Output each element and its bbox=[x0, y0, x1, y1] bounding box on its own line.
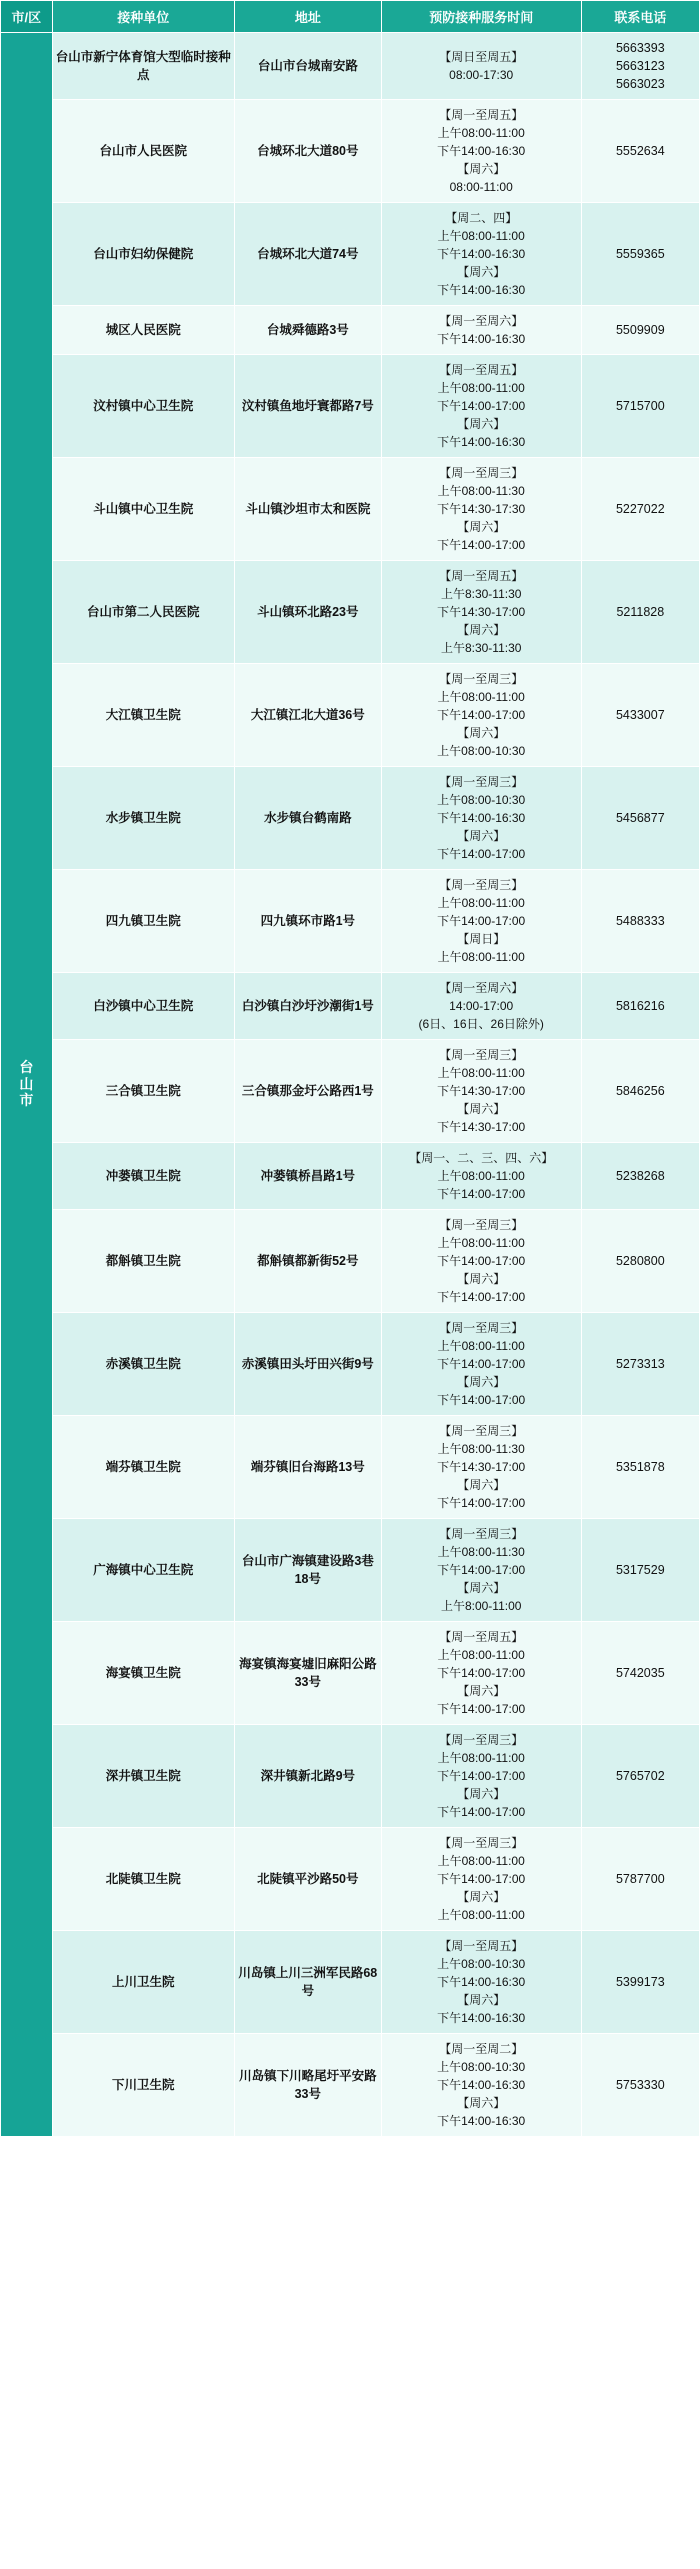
service-time-line: 下午14:00-17:00 bbox=[437, 1563, 526, 1578]
service-time-line: 【周一至周三】 bbox=[439, 1733, 524, 1748]
telephone-number: 5663023 bbox=[615, 77, 665, 92]
cell-service-time bbox=[381, 1519, 581, 1622]
cell-address: 台山市广海镇建设路3巷18号 bbox=[234, 1519, 381, 1622]
cell-service-time bbox=[381, 203, 581, 306]
region-label: 台山市 bbox=[19, 1059, 34, 1108]
cell-unit: 大江镇卫生院 bbox=[52, 664, 234, 767]
service-time-line: 【周一至周三】 bbox=[439, 1321, 524, 1336]
table-row bbox=[1, 1143, 700, 1210]
cell-telephone bbox=[581, 1931, 699, 2034]
service-time-line: 上午08:00-11:00 bbox=[437, 381, 525, 396]
cell-service-time bbox=[381, 1828, 581, 1931]
cell-telephone bbox=[581, 458, 699, 561]
column-header-region: 市/区 bbox=[1, 1, 53, 33]
service-time-line: 上午08:00-11:00 bbox=[437, 1236, 525, 1251]
cell-unit: 都斛镇卫生院 bbox=[52, 1210, 234, 1313]
telephone-number: 5765702 bbox=[615, 1769, 665, 1784]
cell-address: 端芬镇旧台海路13号 bbox=[234, 1416, 381, 1519]
cell-address: 水步镇台鹤南路 bbox=[234, 767, 381, 870]
service-time-line: 【周六】 bbox=[457, 1581, 506, 1596]
column-header-service-time: 预防接种服务时间 bbox=[381, 1, 581, 33]
cell-telephone bbox=[581, 1828, 699, 1931]
table-row bbox=[1, 664, 700, 767]
cell-telephone bbox=[581, 203, 699, 306]
telephone-number: 5488333 bbox=[615, 914, 665, 929]
telephone-number: 5715700 bbox=[615, 399, 665, 414]
table-row bbox=[1, 973, 700, 1040]
service-time-line: 【周一至周三】 bbox=[439, 1048, 524, 1063]
service-time-line: 上午8:30-11:30 bbox=[440, 641, 522, 656]
cell-address: 台城环北大道80号 bbox=[234, 100, 381, 203]
cell-unit: 水步镇卫生院 bbox=[52, 767, 234, 870]
cell-address: 斗山镇沙坦市太和医院 bbox=[234, 458, 381, 561]
service-time-line: 【周六】 bbox=[457, 1787, 506, 1802]
service-time-line: 下午14:00-16:30 bbox=[437, 144, 526, 159]
service-time-line: 上午08:00-11:00 bbox=[437, 950, 525, 965]
table-row bbox=[1, 306, 700, 355]
service-time-line: 下午14:00-16:30 bbox=[437, 2011, 526, 2026]
cell-address: 川岛镇下川略尾圩平安路33号 bbox=[234, 2034, 381, 2137]
service-time-line: 【周二、四】 bbox=[445, 211, 518, 226]
cell-address: 深井镇新北路9号 bbox=[234, 1725, 381, 1828]
telephone-number: 5351878 bbox=[615, 1460, 665, 1475]
service-time-line: 【周一至周三】 bbox=[439, 1527, 524, 1542]
cell-telephone bbox=[581, 870, 699, 973]
table-row bbox=[1, 33, 700, 100]
cell-service-time bbox=[381, 870, 581, 973]
cell-service-time bbox=[381, 1313, 581, 1416]
table-row bbox=[1, 870, 700, 973]
column-header-telephone: 联系电话 bbox=[581, 1, 699, 33]
service-time-line: (6日、16日、26日除外) bbox=[418, 1017, 544, 1032]
service-time-line: 下午14:30-17:00 bbox=[437, 1084, 526, 1099]
service-time-line: 下午14:30-17:00 bbox=[437, 605, 526, 620]
service-time-line: 【周六】 bbox=[457, 1375, 506, 1390]
cell-unit: 四九镇卫生院 bbox=[52, 870, 234, 973]
cell-service-time bbox=[381, 306, 581, 355]
service-time-line: 下午14:00-17:00 bbox=[437, 1357, 526, 1372]
table-body bbox=[1, 33, 700, 2137]
service-time-line: 【周一至周三】 bbox=[439, 775, 524, 790]
service-time-line: 上午08:00-11:30 bbox=[437, 484, 525, 499]
service-time-line: 【周一至周五】 bbox=[439, 363, 524, 378]
table-row bbox=[1, 1040, 700, 1143]
cell-address: 台山市台城南安路 bbox=[234, 33, 381, 100]
service-time-line: 【周一、二、三、四、六】 bbox=[409, 1151, 554, 1166]
service-time-line: 【周六】 bbox=[457, 1684, 506, 1699]
service-time-line: 上午08:00-11:30 bbox=[437, 1442, 525, 1457]
cell-address: 海宴镇海宴墟旧麻阳公路33号 bbox=[234, 1622, 381, 1725]
cell-service-time bbox=[381, 1143, 581, 1210]
service-time-line: 上午08:00-10:30 bbox=[437, 1957, 526, 1972]
service-time-line: 【周六】 bbox=[457, 1890, 506, 1905]
cell-service-time bbox=[381, 33, 581, 100]
cell-unit: 台山市第二人民医院 bbox=[52, 561, 234, 664]
cell-unit: 汶村镇中心卫生院 bbox=[52, 355, 234, 458]
service-time-line: 【周六】 bbox=[457, 1993, 506, 2008]
cell-unit: 台山市新宁体育馆大型临时接种点 bbox=[52, 33, 234, 100]
cell-telephone bbox=[581, 306, 699, 355]
telephone-number: 5399173 bbox=[615, 1975, 665, 1990]
cell-service-time bbox=[381, 973, 581, 1040]
cell-telephone bbox=[581, 100, 699, 203]
service-time-line: 上午08:00-10:30 bbox=[437, 793, 526, 808]
service-time-line: 【周一至周三】 bbox=[439, 878, 524, 893]
telephone-number: 5211828 bbox=[616, 605, 665, 620]
service-time-line: 【周一至周二】 bbox=[439, 2042, 524, 2057]
service-time-line: 下午14:00-17:00 bbox=[437, 1187, 526, 1202]
cell-unit: 斗山镇中心卫生院 bbox=[52, 458, 234, 561]
service-time-line: 【周日至周五】 bbox=[439, 50, 524, 65]
cell-telephone bbox=[581, 33, 699, 100]
service-time-line: 下午14:00-16:30 bbox=[437, 435, 526, 450]
cell-address: 斗山镇环北路23号 bbox=[234, 561, 381, 664]
service-time-line: 【周一至周五】 bbox=[439, 1939, 524, 1954]
cell-unit: 台山市妇幼保健院 bbox=[52, 203, 234, 306]
service-time-line: 【周六】 bbox=[457, 417, 506, 432]
table-row bbox=[1, 2034, 700, 2137]
cell-service-time bbox=[381, 1622, 581, 1725]
telephone-number: 5663123 bbox=[615, 59, 665, 74]
service-time-line: 下午14:00-17:00 bbox=[437, 399, 526, 414]
telephone-number: 5456877 bbox=[615, 811, 665, 826]
cell-address: 白沙镇白沙圩沙潮街1号 bbox=[234, 973, 381, 1040]
column-header-address: 地址 bbox=[234, 1, 381, 33]
cell-telephone bbox=[581, 1725, 699, 1828]
table-row bbox=[1, 1931, 700, 2034]
cell-service-time bbox=[381, 100, 581, 203]
cell-address: 三合镇那金圩公路西1号 bbox=[234, 1040, 381, 1143]
cell-unit: 冲蒌镇卫生院 bbox=[52, 1143, 234, 1210]
service-time-line: 【周一至周五】 bbox=[439, 108, 524, 123]
cell-unit: 三合镇卫生院 bbox=[52, 1040, 234, 1143]
cell-service-time bbox=[381, 355, 581, 458]
service-time-line: 下午14:00-17:00 bbox=[437, 914, 526, 929]
cell-service-time bbox=[381, 1040, 581, 1143]
service-time-line: 上午08:00-11:00 bbox=[437, 1908, 525, 1923]
table-row bbox=[1, 1210, 700, 1313]
service-time-line: 下午14:00-17:00 bbox=[437, 1805, 526, 1820]
telephone-number: 5433007 bbox=[615, 708, 665, 723]
cell-service-time bbox=[381, 561, 581, 664]
service-time-line: 【周一至周六】 bbox=[439, 314, 524, 329]
cell-unit: 海宴镇卫生院 bbox=[52, 1622, 234, 1725]
cell-telephone bbox=[581, 1416, 699, 1519]
service-time-line: 下午14:00-16:30 bbox=[437, 1975, 526, 1990]
cell-telephone bbox=[581, 973, 699, 1040]
service-time-line: 下午14:00-16:30 bbox=[437, 283, 526, 298]
cell-telephone bbox=[581, 1313, 699, 1416]
cell-unit: 上川卫生院 bbox=[52, 1931, 234, 2034]
cell-service-time bbox=[381, 2034, 581, 2137]
table-row bbox=[1, 203, 700, 306]
cell-telephone bbox=[581, 561, 699, 664]
service-time-line: 【周日】 bbox=[457, 932, 506, 947]
cell-service-time bbox=[381, 767, 581, 870]
table-row bbox=[1, 100, 700, 203]
telephone-number: 5509909 bbox=[615, 323, 665, 338]
service-time-line: 下午14:00-17:00 bbox=[437, 1496, 526, 1511]
cell-service-time bbox=[381, 1210, 581, 1313]
telephone-number: 5227022 bbox=[615, 502, 665, 517]
service-time-line: 下午14:30-17:00 bbox=[437, 1120, 526, 1135]
cell-unit: 北陡镇卫生院 bbox=[52, 1828, 234, 1931]
cell-telephone bbox=[581, 1143, 699, 1210]
telephone-number: 5559365 bbox=[615, 247, 665, 262]
cell-service-time bbox=[381, 1416, 581, 1519]
service-time-line: 【周六】 bbox=[457, 623, 506, 638]
telephone-number: 5663393 bbox=[615, 41, 665, 55]
service-time-line: 下午14:30-17:30 bbox=[437, 502, 526, 517]
table-row bbox=[1, 1313, 700, 1416]
cell-address: 台城环北大道74号 bbox=[234, 203, 381, 306]
cell-unit: 下川卫生院 bbox=[52, 2034, 234, 2137]
table-row bbox=[1, 1622, 700, 1725]
region-cell bbox=[1, 33, 53, 2137]
service-time-line: 下午14:00-17:00 bbox=[437, 1290, 526, 1305]
service-time-line: 14:00-17:00 bbox=[449, 999, 514, 1014]
service-time-line: 下午14:00-16:30 bbox=[437, 247, 526, 262]
service-time-line: 上午08:00-11:00 bbox=[437, 126, 525, 141]
service-time-line: 【周六】 bbox=[457, 1478, 506, 1493]
telephone-number: 5552634 bbox=[615, 144, 665, 159]
service-time-line: 【周一至周三】 bbox=[439, 1836, 524, 1851]
service-time-line: 上午08:00-11:00 bbox=[437, 1751, 525, 1766]
service-time-line: 【周一至周三】 bbox=[439, 672, 524, 687]
service-time-line: 【周六】 bbox=[457, 265, 506, 280]
service-time-line: 【周六】 bbox=[457, 726, 506, 741]
service-time-line: 上午08:00-11:00 bbox=[437, 1169, 525, 1184]
service-time-line: 下午14:00-16:30 bbox=[437, 811, 526, 826]
telephone-number: 5273313 bbox=[615, 1357, 665, 1372]
telephone-number: 5317529 bbox=[615, 1563, 665, 1578]
cell-unit: 广海镇中心卫生院 bbox=[52, 1519, 234, 1622]
column-header-unit: 接种单位 bbox=[52, 1, 234, 33]
service-time-line: 上午8:30-11:30 bbox=[440, 587, 522, 602]
service-time-line: 上午08:00-11:00 bbox=[437, 690, 525, 705]
service-time-line: 【周六】 bbox=[457, 1272, 506, 1287]
telephone-number: 5742035 bbox=[615, 1666, 665, 1681]
telephone-number: 5753330 bbox=[615, 2078, 665, 2093]
service-time-line: 上午08:00-11:00 bbox=[437, 1339, 525, 1354]
table-row bbox=[1, 1725, 700, 1828]
cell-telephone bbox=[581, 2034, 699, 2137]
cell-unit: 赤溪镇卫生院 bbox=[52, 1313, 234, 1416]
service-time-line: 上午08:00-11:30 bbox=[437, 1545, 525, 1560]
table-row bbox=[1, 767, 700, 870]
cell-address: 四九镇环市路1号 bbox=[234, 870, 381, 973]
service-time-line: 【周一至周三】 bbox=[439, 1424, 524, 1439]
cell-telephone bbox=[581, 1040, 699, 1143]
telephone-number: 5787700 bbox=[615, 1872, 665, 1887]
table-row bbox=[1, 458, 700, 561]
service-time-line: 【周六】 bbox=[457, 520, 506, 535]
cell-address: 北陡镇平沙路50号 bbox=[234, 1828, 381, 1931]
cell-unit: 台山市人民医院 bbox=[52, 100, 234, 203]
cell-unit: 端芬镇卫生院 bbox=[52, 1416, 234, 1519]
table-row bbox=[1, 1519, 700, 1622]
service-time-line: 【周六】 bbox=[457, 829, 506, 844]
service-time-line: 【周六】 bbox=[457, 1102, 506, 1117]
cell-address: 冲蒌镇桥昌路1号 bbox=[234, 1143, 381, 1210]
cell-telephone bbox=[581, 1519, 699, 1622]
telephone-number: 5816216 bbox=[615, 999, 665, 1014]
service-time-line: 下午14:00-17:00 bbox=[437, 1872, 526, 1887]
service-time-line: 上午08:00-11:00 bbox=[437, 896, 525, 911]
service-time-line: 上午08:00-10:30 bbox=[437, 2060, 526, 2075]
service-time-line: 下午14:30-17:00 bbox=[437, 1460, 526, 1475]
service-time-line: 【周六】 bbox=[457, 2096, 506, 2111]
table-row bbox=[1, 355, 700, 458]
service-time-line: 下午14:00-17:00 bbox=[437, 847, 526, 862]
service-time-line: 【周一至周三】 bbox=[439, 1218, 524, 1233]
cell-service-time bbox=[381, 664, 581, 767]
table-header-row bbox=[1, 1, 700, 33]
cell-address: 台城舜德路3号 bbox=[234, 306, 381, 355]
cell-address: 都斛镇都新街52号 bbox=[234, 1210, 381, 1313]
service-time-line: 上午08:00-11:00 bbox=[437, 1066, 525, 1081]
service-time-line: 08:00-17:30 bbox=[449, 68, 514, 83]
cell-address: 川岛镇上川三洲军民路68号 bbox=[234, 1931, 381, 2034]
cell-unit: 白沙镇中心卫生院 bbox=[52, 973, 234, 1040]
cell-address: 汶村镇鱼地圩寰都路7号 bbox=[234, 355, 381, 458]
service-time-line: 下午14:00-16:30 bbox=[437, 332, 526, 347]
telephone-number: 5280800 bbox=[615, 1254, 665, 1269]
cell-telephone bbox=[581, 1622, 699, 1725]
service-time-line: 下午14:00-17:00 bbox=[437, 1393, 526, 1408]
table-row bbox=[1, 1828, 700, 1931]
service-time-line: 下午14:00-16:30 bbox=[437, 2114, 526, 2129]
cell-unit: 城区人民医院 bbox=[52, 306, 234, 355]
service-time-line: 上午8:00-11:00 bbox=[440, 1599, 522, 1614]
cell-service-time bbox=[381, 1931, 581, 2034]
cell-service-time bbox=[381, 458, 581, 561]
cell-telephone bbox=[581, 664, 699, 767]
service-time-line: 【周一至周五】 bbox=[439, 1630, 524, 1645]
service-time-line: 【周六】 bbox=[457, 162, 506, 177]
cell-service-time bbox=[381, 1725, 581, 1828]
service-time-line: 下午14:00-17:00 bbox=[437, 1702, 526, 1717]
service-time-line: 下午14:00-17:00 bbox=[437, 1769, 526, 1784]
cell-telephone bbox=[581, 355, 699, 458]
telephone-number: 5238268 bbox=[615, 1169, 665, 1184]
table-row bbox=[1, 561, 700, 664]
service-time-line: 下午14:00-17:00 bbox=[437, 708, 526, 723]
service-time-line: 下午14:00-17:00 bbox=[437, 538, 526, 553]
cell-telephone bbox=[581, 767, 699, 870]
service-time-line: 下午14:00-16:30 bbox=[437, 2078, 526, 2093]
service-time-line: 上午08:00-11:00 bbox=[437, 1854, 525, 1869]
cell-address: 大江镇江北大道36号 bbox=[234, 664, 381, 767]
cell-unit: 深井镇卫生院 bbox=[52, 1725, 234, 1828]
table-row bbox=[1, 1416, 700, 1519]
cell-address: 赤溪镇田头圩田兴街9号 bbox=[234, 1313, 381, 1416]
service-time-line: 下午14:00-17:00 bbox=[437, 1666, 526, 1681]
service-time-line: 【周一至周六】 bbox=[439, 981, 524, 996]
service-time-line: 【周一至周三】 bbox=[439, 466, 524, 481]
service-time-line: 【周一至周五】 bbox=[439, 569, 524, 584]
service-time-line: 上午08:00-11:00 bbox=[437, 229, 525, 244]
service-time-line: 08:00-11:00 bbox=[449, 180, 513, 195]
service-time-line: 下午14:00-17:00 bbox=[437, 1254, 526, 1269]
service-time-line: 上午08:00-11:00 bbox=[437, 1648, 525, 1663]
cell-telephone bbox=[581, 1210, 699, 1313]
service-time-line: 上午08:00-10:30 bbox=[437, 744, 526, 759]
telephone-number: 5846256 bbox=[615, 1084, 665, 1099]
